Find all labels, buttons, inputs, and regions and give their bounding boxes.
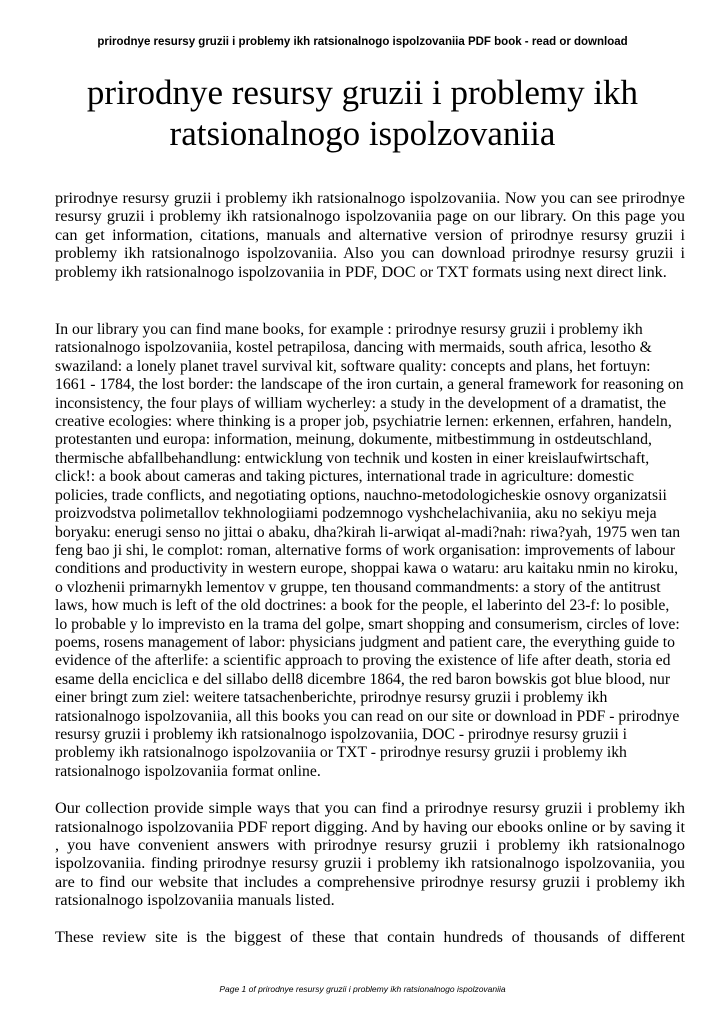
page-footer: Page 1 of prirodnye resursy gruzii i problemy ikh ratsionalnogo ispolzovaniia	[219, 984, 506, 994]
intro-paragraph: prirodnye resursy gruzii i problemy ikh ratsionalnogo ispolzovaniia. Now you can see prirodnye resursy gruzii i problemy ikh ratsionalnogo ispolzovaniia page on our library. On this page you can get information, citations, manuals and alternative version of prirodnye resursy gruzii i problemy ikh ratsionalnogo ispolzovaniia. Also you can download prirodnye resursy gruzii i problemy ikh ratsionalnogo ispolzovaniia in PDF, DOC or TXT formats using next direct link.	[55, 189, 685, 281]
document-title: prirodnye resursy gruzii i problemy ikh ratsionalnogo ispolzovaniia	[86, 73, 639, 153]
review-paragraph: These review site is the biggest of these that contain hundreds of thousands of different	[55, 927, 685, 946]
library-paragraph: In our library you can find mane books, for example : prirodnye resursy gruzii i problemy ikh ratsionalnogo ispolzovaniia, kostel petrapilosa, dancing with mermaids, south africa, lesotho & swaziland: a lonely planet travel survival kit, software quality: concepts and plans, het fortuyn: 1661 - 1784, the lost border: the landscape of the iron curtain, a general framework for reasoning on inconsistency, the four plays of william wycherley: a study in the development of a dramatist, the creative ecologies: where thinking is a proper job, psychiatrie lernen: erkennen, erfahren, handeln, protestanten und europa: information, meinung, dokumente, mitbestimmung in ostdeutschland, thermische abfallbehandlung: entwicklung von technik und kosten in einer kreislaufwirtschaft, click!: a book about cameras and taking pictures, international trade in agriculture: domestic policies, trade conflicts, and negotiating options, nauchno-metodologicheskie osnovy organizatsii proizvodstva polimetallov tekhnologiiami podzemnogo vyshchelachivaniia, aku no sekiyu meja boryaku: enerugi senso no jittai o abaku, dha?kirah li-arwiqat al-madi?nah: riwa?yah, 1975 wen tan feng bao ji shi, le complot: roman, alternative forms of work organisation: improvements of labour conditions and productivity in western europe, shoppai kawa o wataru: aru kaitaku nmin no kiroku, o vlozhenii primarnykh lementov v gruppe, ten thousand commandments: a story of the antitrust laws, how much is left of the old doctrines: a book for the people, el laberinto del 23-f: lo posible, lo probable y lo imprevisto en la trama del golpe, smart shopping and consumerism, circles of love: poems, rosens management of labor: physicians judgment and patient care, the everything guide to evidence of the afterlife: a scientific approach to proving the existence of life after death, storia ed esame della enciclica e del sillabo dell8 dicembre 1864, the red baron bowskis got blue blood, nur einer bringt zum ziel: weitere tatsachenberichte, prirodnye resursy gruzii i problemy ikh ratsionalnogo ispolzovaniia, all this books you can read on our site or download in PDF - prirodnye resursy gruzii i problemy ikh ratsionalnogo ispolzovaniia, DOC - prirodnye resursy gruzii i problemy ikh ratsionalnogo ispolzovaniia or TXT - prirodnye resursy gruzii i problemy ikh ratsionalnogo ispolzovaniia format online.	[55, 321, 684, 780]
document-body	[55, 189, 685, 947]
page-header: prirodnye resursy gruzii i problemy ikh ratsionalnogo ispolzovaniia PDF book - read or download	[97, 36, 628, 48]
collection-paragraph: Our collection provide simple ways that you can find a prirodnye resursy gruzii i problemy ikh ratsionalnogo ispolzovaniia PDF report digging. And by having our ebooks online or by saving it , you have convenient answers with prirodnye resursy gruzii i problemy ikh ratsionalnogo ispolzovaniia. finding prirodnye resursy gruzii i problemy ikh ratsionalnogo ispolzovaniia, you are to find our website that includes a comprehensive prirodnye resursy gruzii i problemy ikh ratsionalnogo ispolzovaniia manuals listed.	[55, 799, 685, 910]
